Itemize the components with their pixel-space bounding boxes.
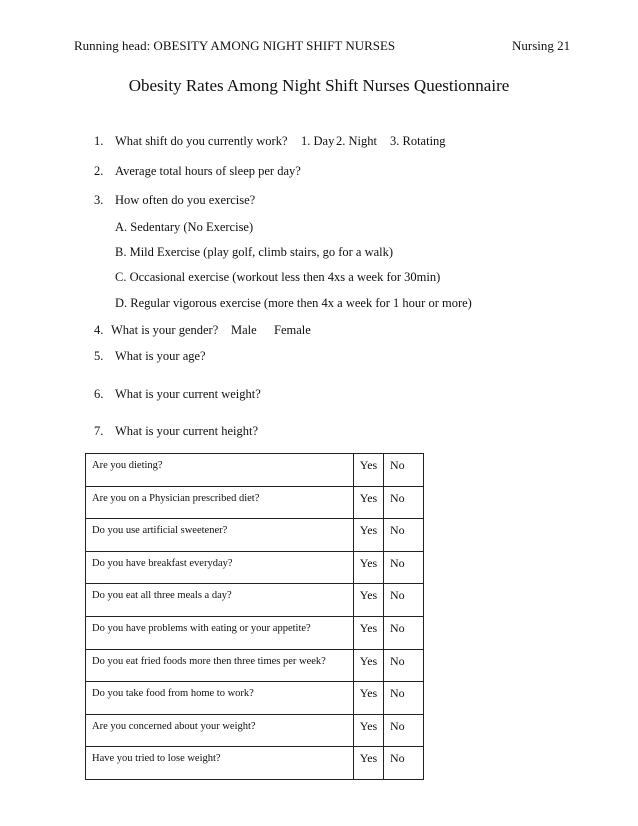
question-4-option-female: Female — [274, 323, 311, 337]
question-1-option-night: 2. Night — [336, 134, 377, 148]
question-2-number: 2. — [94, 164, 104, 178]
page-title: Obesity Rates Among Night Shift Nurses Questionnaire — [128, 76, 510, 95]
yes-cell: Yes — [354, 714, 384, 747]
question-4-number: 4. — [94, 323, 104, 337]
question-3-text: How often do you exercise? — [115, 193, 256, 207]
table-question: Do you eat all three meals a day? — [86, 584, 354, 617]
question-7-number: 7. — [94, 424, 104, 438]
table-question: Do you use artificial sweetener? — [86, 519, 354, 552]
table-row — [86, 649, 424, 682]
yes-cell: Yes — [354, 747, 384, 780]
table-question: Are you concerned about your weight? — [86, 714, 354, 747]
exercise-option-b: B. Mild Exercise (play golf, climb stairs, go for a walk) — [115, 245, 394, 259]
question-5-text: What is your age? — [115, 349, 206, 363]
table-row — [86, 454, 424, 487]
exercise-option-c: C. Occasional exercise (workout less then 4xs a week for 30min) — [115, 270, 441, 284]
no-cell: No — [384, 682, 424, 715]
yes-cell: Yes — [354, 682, 384, 715]
table-row — [86, 551, 424, 584]
no-cell: No — [384, 584, 424, 617]
yes-cell: Yes — [354, 519, 384, 552]
question-1-number: 1. — [94, 134, 104, 148]
table-question: Are you dieting? — [86, 454, 354, 487]
exercise-option-a: A. Sedentary (No Exercise) — [115, 220, 254, 234]
table-row — [86, 714, 424, 747]
question-1-text: What shift do you currently work? — [115, 134, 288, 148]
table-row — [86, 747, 424, 780]
table-row — [86, 616, 424, 649]
table-question: Do you take food from home to work? — [86, 682, 354, 715]
yes-cell: Yes — [354, 649, 384, 682]
question-1-option-day: 1. Day — [301, 134, 335, 148]
no-cell: No — [384, 551, 424, 584]
no-cell: No — [384, 649, 424, 682]
table-row — [86, 486, 424, 519]
question-4-option-male: Male — [231, 323, 257, 337]
question-1-option-rotating: 3. Rotating — [390, 134, 446, 148]
no-cell: No — [384, 714, 424, 747]
question-4-text: What is your gender? — [111, 323, 219, 337]
no-cell: No — [384, 519, 424, 552]
no-cell: No — [384, 616, 424, 649]
no-cell: No — [384, 454, 424, 487]
no-cell: No — [384, 486, 424, 519]
question-6-number: 6. — [94, 387, 104, 401]
table-row — [86, 519, 424, 552]
table-question: Are you on a Physician prescribed diet? — [86, 486, 354, 519]
question-2-text: Average total hours of sleep per day? — [115, 164, 301, 178]
table-question: Have you tried to lose weight? — [86, 747, 354, 780]
question-3-number: 3. — [94, 193, 104, 207]
table-row — [86, 584, 424, 617]
yes-cell: Yes — [354, 486, 384, 519]
question-5-number: 5. — [94, 349, 104, 363]
exercise-option-d: D. Regular vigorous exercise (more then 4x a week for 1 hour or more) — [115, 296, 472, 310]
yes-cell: Yes — [354, 584, 384, 617]
question-6-text: What is your current weight? — [115, 387, 261, 401]
page-label: Nursing 21 — [512, 38, 571, 53]
question-7-text: What is your current height? — [115, 424, 259, 438]
table-question: Do you eat fried foods more then three times per week? — [86, 649, 354, 682]
table-question: Do you have problems with eating or your appetite? — [86, 616, 354, 649]
table-question: Do you have breakfast everyday? — [86, 551, 354, 584]
yes-cell: Yes — [354, 551, 384, 584]
yes-no-table — [85, 453, 424, 780]
running-head: Running head: OBESITY AMONG NIGHT SHIFT NURSES — [74, 38, 396, 53]
table-row — [86, 682, 424, 715]
no-cell: No — [384, 747, 424, 780]
yes-cell: Yes — [354, 454, 384, 487]
yes-cell: Yes — [354, 616, 384, 649]
